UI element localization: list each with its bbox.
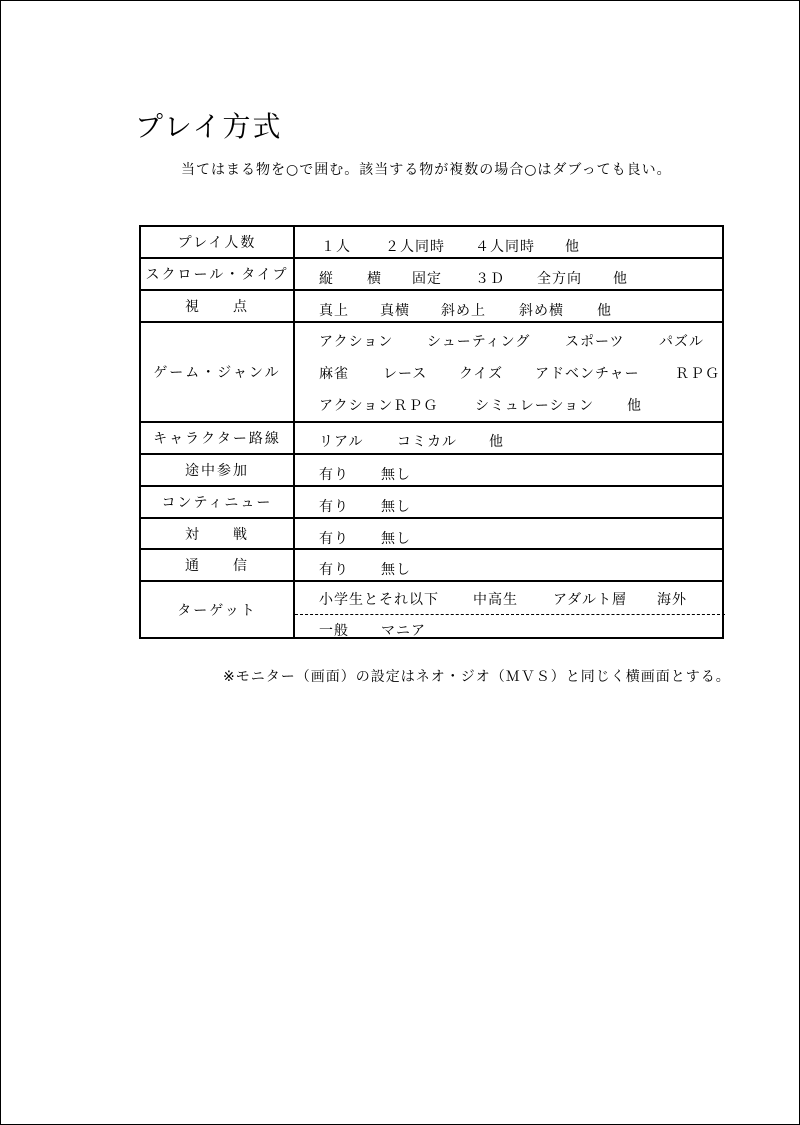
option-adult[interactable]: アダルト層 xyxy=(553,592,628,608)
row-label: プレイ人数 xyxy=(141,227,295,257)
option-adventure[interactable]: アドベンチャー xyxy=(535,366,640,382)
option-action[interactable]: アクション xyxy=(319,334,394,350)
option-other[interactable]: 他 xyxy=(489,434,504,450)
option-yes[interactable]: 有り xyxy=(319,499,349,515)
option-rpg[interactable]: ＲＰＧ xyxy=(675,366,720,382)
option-simulation[interactable]: シミュレーション xyxy=(475,398,595,414)
option-yes[interactable]: 有り xyxy=(319,531,349,547)
page-title: プレイ方式 xyxy=(135,110,283,143)
option-puzzle[interactable]: パズル xyxy=(659,334,704,350)
option-side[interactable]: 真横 xyxy=(380,303,410,319)
option-diagonal-side[interactable]: 斜め横 xyxy=(519,303,564,319)
row-view xyxy=(141,291,722,323)
row-label: 通 信 xyxy=(141,550,295,580)
option-other[interactable]: 他 xyxy=(565,239,580,255)
instruction-text: 当てはまる物を○で囲む。該当する物が複数の場合○はダブっても良い。 xyxy=(181,162,672,178)
row-versus xyxy=(141,519,722,550)
option-realistic[interactable]: リアル xyxy=(319,434,364,450)
option-other[interactable]: 他 xyxy=(597,303,612,319)
option-elementary[interactable]: 小学生とそれ以下 xyxy=(319,592,439,608)
row-label: コンティニュー xyxy=(141,487,295,517)
option-4p-simul[interactable]: ４人同時 xyxy=(475,239,535,255)
option-vertical[interactable]: 縦 xyxy=(319,271,334,287)
option-overseas[interactable]: 海外 xyxy=(657,592,687,608)
row-link xyxy=(141,550,722,582)
option-general[interactable]: 一般 xyxy=(319,623,349,639)
row-label: キャラクター路線 xyxy=(141,423,295,453)
option-no[interactable]: 無し xyxy=(381,467,411,483)
option-enthusiast[interactable]: マニア xyxy=(381,623,426,639)
option-2p-simul[interactable]: ２人同時 xyxy=(385,239,445,255)
row-label: ゲーム・ジャンル xyxy=(141,323,295,421)
footnote-text: ※モニター（画面）の設定はネオ・ジオ（ＭＶＳ）と同じく横画面とする。 xyxy=(223,669,731,685)
option-other[interactable]: 他 xyxy=(613,271,628,287)
option-other[interactable]: 他 xyxy=(627,398,642,414)
row-players xyxy=(141,227,722,259)
play-style-table xyxy=(139,225,724,639)
option-diagonal-top[interactable]: 斜め上 xyxy=(441,303,486,319)
option-race[interactable]: レース xyxy=(383,366,428,382)
dashed-divider xyxy=(295,614,725,615)
option-horizontal[interactable]: 横 xyxy=(367,271,382,287)
row-label: 対 戦 xyxy=(141,519,295,548)
option-quiz[interactable]: クイズ xyxy=(459,366,504,382)
option-all-direction[interactable]: 全方向 xyxy=(537,271,582,287)
option-comical[interactable]: コミカル xyxy=(397,434,457,450)
option-yes[interactable]: 有り xyxy=(319,562,349,578)
option-yes[interactable]: 有り xyxy=(319,467,349,483)
option-mahjong[interactable]: 麻雀 xyxy=(319,366,349,382)
row-target xyxy=(141,582,722,637)
option-no[interactable]: 無し xyxy=(381,499,411,515)
option-no[interactable]: 無し xyxy=(381,531,411,547)
row-label: スクロール・タイプ xyxy=(141,259,295,289)
option-3d[interactable]: ３Ｄ xyxy=(475,271,505,287)
row-continue xyxy=(141,487,722,519)
option-action-rpg[interactable]: アクションＲＰＧ xyxy=(319,398,439,414)
row-scroll-type xyxy=(141,259,722,291)
row-drop-in xyxy=(141,455,722,487)
row-label: 視 点 xyxy=(141,291,295,321)
row-character-style xyxy=(141,423,722,455)
option-no[interactable]: 無し xyxy=(381,562,411,578)
option-teen[interactable]: 中高生 xyxy=(473,592,518,608)
row-label: ターゲット xyxy=(141,582,295,637)
option-fixed[interactable]: 固定 xyxy=(412,271,442,287)
row-label: 途中参加 xyxy=(141,455,295,485)
row-genre xyxy=(141,323,722,423)
option-shooting[interactable]: シューティング xyxy=(427,334,531,350)
option-top-down[interactable]: 真上 xyxy=(319,303,349,319)
option-sports[interactable]: スポーツ xyxy=(565,334,625,350)
option-1p[interactable]: １人 xyxy=(321,239,351,255)
